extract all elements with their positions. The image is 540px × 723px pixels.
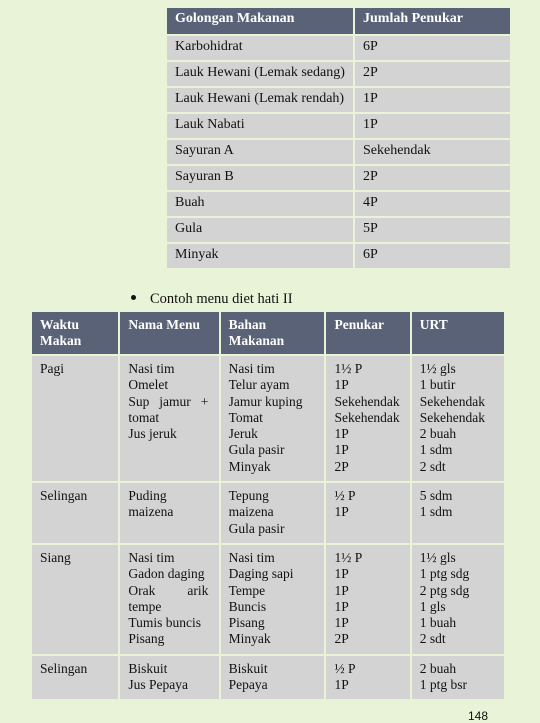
urt-line: 1 ptg sdg [419,566,470,582]
bahan-line: Gula pasir [228,442,285,458]
penukar-line: 1P [334,582,349,598]
table-header-row [32,312,504,354]
bahan-line: Daging sapi [228,566,294,582]
penukar-line: 1½ P [334,549,363,565]
penukar-line: 1P [334,566,349,582]
table-row [32,483,504,543]
urt-cell [412,356,504,481]
urt-line: 5 sdm [419,488,453,504]
column-header: Golongan Makanan [167,8,353,34]
penukar-cell [326,545,409,654]
table-row [167,88,510,112]
food-group-cell: Minyak [167,244,353,268]
exchange-amount-cell: 4P [355,192,510,216]
menu-line: Jus jeruk [128,426,177,442]
penukar-cell [326,483,409,543]
meal-time-cell: Selingan [32,483,118,543]
column-header [221,312,325,354]
table-row [167,218,510,242]
penukar-cell [326,356,409,481]
urt-line: 1 sdm [419,442,453,458]
table-row [167,36,510,60]
menu-line: Nasi tim [128,549,175,565]
urt-line: 1½ gls [419,549,456,565]
table-row [167,192,510,216]
urt-line: 1 gls [419,598,446,614]
bahan-line: Minyak [228,458,271,474]
food-group-cell: Sayuran B [167,166,353,190]
exchange-amount-cell: 6P [355,244,510,268]
table-row [32,656,504,700]
bullet-text: Contoh menu diet hati II [150,291,293,307]
bahan-line: Tempe [228,582,266,598]
bahan-line: Telur ayam [228,377,290,393]
column-header: Nama Menu [120,312,218,354]
column-header: Jumlah Penukar [355,8,510,34]
exchange-amount-cell: 2P [355,62,510,86]
penukar-line: ½ P [334,660,356,676]
menu-cell [120,483,218,543]
penukar-line: 1P [334,677,349,693]
penukar-line: 1P [334,426,349,442]
table-header-row [167,8,510,34]
food-group-cell: Gula [167,218,353,242]
menu-line: Jus Pepaya [128,677,188,693]
exchange-amount-cell: 1P [355,88,510,112]
bahan-cell [221,356,325,481]
bahan-line: Pepaya [228,677,268,693]
urt-cell [412,656,504,700]
bahan-line: Minyak [228,631,271,647]
urt-line: 1½ gls [419,361,456,376]
menu-line: Omelet [128,377,169,393]
food-group-cell: Buah [167,192,353,216]
menu-line: maizena [128,504,174,520]
penukar-line: 1P [334,598,349,614]
bahan-line: Biskuit [228,660,268,676]
bullet-icon [131,295,136,300]
menu-line: tomat [128,409,160,425]
exchange-amount-cell: 1P [355,114,510,138]
bahan-cell [221,656,325,700]
column-header: Penukar [326,312,409,354]
meal-time-cell: Siang [32,545,118,654]
table-row [167,62,510,86]
menu-line: Puding [128,488,167,504]
penukar-line: 1P [334,442,349,458]
penukar-line: 2P [334,458,349,474]
exchange-amount-cell: 2P [355,166,510,190]
penukar-line: Sekehendak [334,409,400,425]
column-header [32,312,118,354]
menu-table [30,310,506,701]
bahan-cell [221,483,325,543]
food-group-cell: Lauk Nabati [167,114,353,138]
menu-line: Gadon daging [128,566,205,582]
menu-line: Nasi tim [128,361,175,376]
urt-line: 1 sdm [419,504,453,520]
table-row [167,114,510,138]
menu-cell [120,545,218,654]
exchange-amount-cell: 5P [355,218,510,242]
urt-line: 2 buah [419,426,457,442]
urt-line: 1 buah [419,615,457,631]
table-row [32,545,504,654]
bahan-line: Buncis [228,598,267,614]
bahan-line: Jamur kuping [228,393,303,409]
table-row [32,356,504,481]
penukar-line: 1½ P [334,361,363,376]
penukar-line: 2P [334,631,349,647]
bahan-line: maizena [228,504,274,520]
bahan-line: Nasi tim [228,549,275,565]
penukar-line: 1P [334,377,349,393]
bahan-line: Jeruk [228,426,258,442]
column-header: URT [412,312,504,354]
urt-line: 1 ptg bsr [419,677,467,693]
exchange-amount-cell: Sekehendak [355,140,510,164]
menu-line: Pisang [128,631,165,647]
urt-cell [412,545,504,654]
food-group-cell: Lauk Hewani (Lemak rendah) [167,88,353,112]
exchange-amount-cell: 6P [355,36,510,60]
page-number: 148 [468,709,489,723]
column-header-label: Waktu Makan [40,317,82,348]
bahan-line: Tepung [228,488,269,504]
urt-line: 2 buah [419,660,457,676]
table-row [167,244,510,268]
urt-line: 1 butir [419,377,456,393]
urt-line: 2 sdt [419,631,446,647]
penukar-line: 1P [334,615,349,631]
urt-line: 2 sdt [419,458,446,474]
food-group-cell: Sayuran A [167,140,353,164]
bullet-item [131,290,293,308]
penukar-line: Sekehendak [334,393,400,409]
food-group-cell: Karbohidrat [167,36,353,60]
menu-cell [120,356,218,481]
penukar-cell [326,656,409,700]
penukar-line: 1P [334,504,349,520]
bahan-line: Tomat [228,409,263,425]
urt-line: 2 ptg sdg [419,582,470,598]
bahan-line: Gula pasir [228,520,285,536]
table-row [167,140,510,164]
menu-line: Biskuit [128,660,168,676]
meal-time-cell: Selingan [32,656,118,700]
menu-cell [120,656,218,700]
exchange-table [165,6,512,270]
meal-time-cell: Pagi [32,356,118,481]
menu-line: Sup jamur + [128,393,209,409]
food-group-cell: Lauk Hewani (Lemak sedang) [167,62,353,86]
table-row [167,166,510,190]
column-header-label: Bahan Makanan [228,317,285,348]
bahan-line: Nasi tim [228,361,275,376]
urt-line: Sekehendak [419,393,485,409]
urt-line: Sekehendak [419,409,485,425]
menu-line: tempe [128,598,162,614]
bahan-cell [221,545,325,654]
bahan-line: Pisang [228,615,265,631]
menu-line: Orak arik [128,582,209,598]
menu-line: Tumis buncis [128,615,201,631]
penukar-line: ½ P [334,488,356,504]
urt-cell [412,483,504,543]
